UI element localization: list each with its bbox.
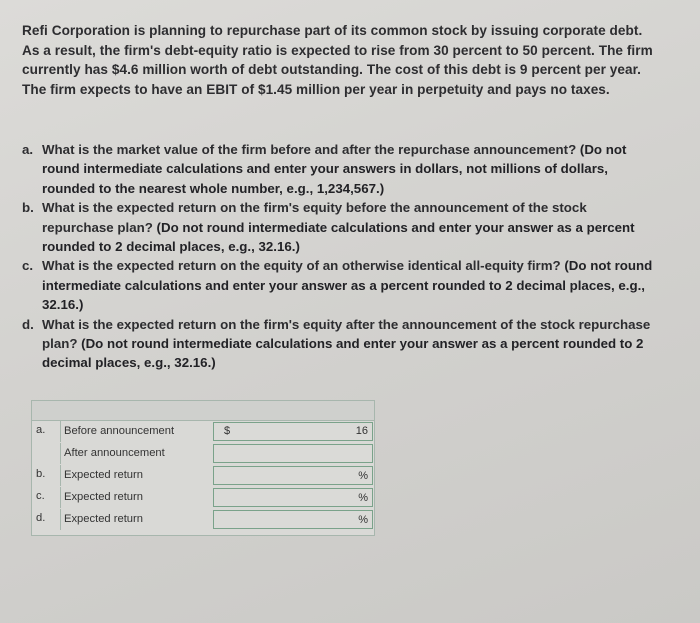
question-text: What is the expected return on the firm's equity before the announcement of the stock repurchase plan? — [42, 200, 587, 235]
problem-statement: Refi Corporation is planning to repurchase part of its common stock by issuing corporate debt. As a result, the firm's debt-equity ratio is expected to rise from 30 percent to 50 percent. The firm currently has $4.6 million worth of debt outstanding. The cost of this debt is 9 percent per year. The firm expects to have an EBIT of $1.45 million per year in perpetuity and pays no taxes. — [22, 23, 653, 97]
question-d — [22, 315, 662, 373]
table-row — [32, 509, 374, 530]
question-a — [22, 140, 662, 198]
question-letter: b. — [22, 200, 34, 216]
percent-unit: % — [358, 470, 368, 482]
question-b — [22, 198, 662, 256]
table-row — [32, 487, 374, 508]
table-row — [32, 443, 374, 464]
row-letter: a. — [36, 424, 46, 436]
row-label: After announcement — [60, 443, 214, 464]
question-instruction: (Do not round intermediate calculations and enter your answer as a percent rounded to 2 decimal places, e.g., 32.16.) — [42, 219, 635, 255]
before-announcement-input[interactable] — [213, 422, 373, 441]
row-letter: b. — [36, 468, 46, 480]
table-row — [32, 465, 374, 486]
expected-return-c-input[interactable] — [213, 488, 373, 507]
question-list — [22, 140, 662, 373]
question-instruction: (Do not round intermediate calculations and enter your answer as a percent rounded to 2 decimal places, e.g., 32.16.) — [42, 258, 653, 313]
question-letter: d. — [22, 316, 34, 332]
question-letter: c. — [22, 258, 34, 274]
expected-return-b-input[interactable] — [213, 466, 373, 485]
row-letter: c. — [36, 490, 45, 502]
question-instruction: (Do not round intermediate calculations and enter your answers in dollars, not millions of dollars, rounded to the nearest whole number, e.g., 1,234,567.) — [42, 142, 627, 196]
question-letter: a. — [22, 142, 34, 157]
question-text: What is the expected return on the firm's equity after the announcement of the stock repurchase plan? — [42, 316, 651, 352]
percent-unit: % — [358, 514, 368, 526]
question-text: What is the expected return on the equity of an otherwise identical all-equity firm? — [42, 258, 565, 274]
question-instruction: (Do not round intermediate calculations and enter your answer as a percent rounded to 2 decimal places, e.g., 32.16.) — [42, 336, 644, 371]
percent-unit: % — [358, 492, 368, 504]
input-value: 16 — [355, 425, 368, 437]
row-label: Before announcement — [60, 421, 214, 442]
row-label: Expected return — [60, 465, 214, 486]
answer-table — [31, 400, 375, 536]
row-label: Expected return — [60, 487, 214, 508]
question-text: What is the market value of the firm before and after the repurchase announcement? — [42, 142, 580, 157]
currency-symbol: $ — [224, 425, 231, 437]
row-label: Expected return — [60, 509, 214, 530]
table-header — [32, 401, 374, 421]
row-letter: d. — [36, 512, 46, 524]
after-announcement-input[interactable] — [213, 444, 373, 463]
table-row — [32, 421, 374, 442]
expected-return-d-input[interactable] — [213, 510, 373, 529]
question-c — [22, 256, 662, 314]
